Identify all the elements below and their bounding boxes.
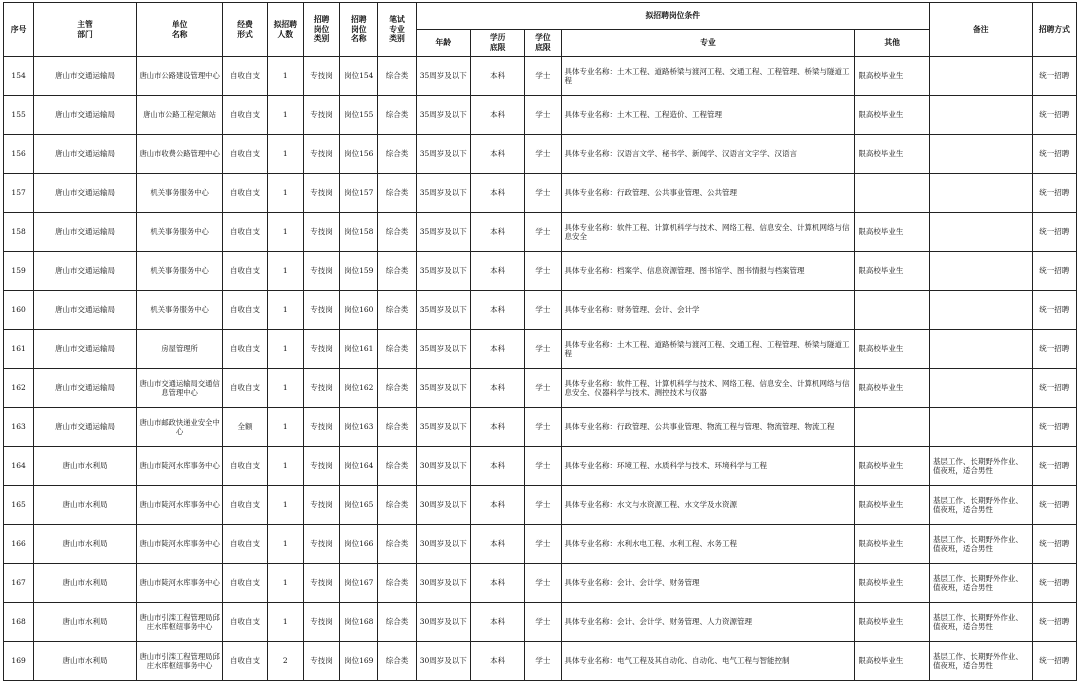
cell-note — [929, 174, 1032, 213]
cell-note — [929, 135, 1032, 174]
cell-method: 统一招聘 — [1032, 252, 1076, 291]
cell-unit: 唐山市陡河水库事务中心 — [136, 486, 223, 525]
cell-other: 限高校毕业生 — [855, 525, 930, 564]
cell-age: 30周岁及以下 — [416, 564, 470, 603]
cell-degree: 学士 — [525, 135, 561, 174]
cell-dept: 唐山市水利局 — [34, 564, 137, 603]
cell-funding: 自收自支 — [223, 330, 267, 369]
cell-major: 具体专业名称：环境工程、水质科学与技术、环境科学与工程 — [561, 447, 855, 486]
cell-degree: 学士 — [525, 96, 561, 135]
cell-method: 统一招聘 — [1032, 57, 1076, 96]
cell-count: 2 — [267, 642, 303, 681]
cell-edu: 本科 — [470, 486, 524, 525]
cell-post: 岗位154 — [340, 57, 378, 96]
cell-other: 限高校毕业生 — [855, 135, 930, 174]
cell-exam: 综合类 — [378, 369, 416, 408]
cell-other: 限高校毕业生 — [855, 252, 930, 291]
cell-exam: 综合类 — [378, 330, 416, 369]
cell-exam: 综合类 — [378, 213, 416, 252]
cell-other: 限高校毕业生 — [855, 57, 930, 96]
cell-dept: 唐山市交通运输局 — [34, 57, 137, 96]
table-row — [4, 213, 1077, 252]
cell-age: 30周岁及以下 — [416, 447, 470, 486]
cell-edu: 本科 — [470, 447, 524, 486]
cell-edu: 本科 — [470, 642, 524, 681]
recruitment-table — [3, 2, 1077, 681]
cell-degree: 学士 — [525, 603, 561, 642]
cell-method: 统一招聘 — [1032, 135, 1076, 174]
header-method: 招聘方式 — [1032, 3, 1076, 57]
cell-post: 岗位157 — [340, 174, 378, 213]
cell-exam: 综合类 — [378, 642, 416, 681]
cell-funding: 自收自支 — [223, 369, 267, 408]
cell-post: 岗位158 — [340, 213, 378, 252]
cell-age: 35周岁及以下 — [416, 135, 470, 174]
cell-method: 统一招聘 — [1032, 174, 1076, 213]
cell-exam: 综合类 — [378, 564, 416, 603]
cell-exam: 综合类 — [378, 57, 416, 96]
cell-major: 具体专业名称：水利水电工程、水利工程、水务工程 — [561, 525, 855, 564]
header-note: 备注 — [929, 3, 1032, 57]
cell-post: 岗位159 — [340, 252, 378, 291]
cell-seq: 157 — [4, 174, 34, 213]
header-dept: 主管 部门 — [34, 3, 137, 57]
cell-category: 专技岗 — [303, 408, 339, 447]
cell-note: 基层工作、长期野外作业、值夜班，适合男性 — [929, 525, 1032, 564]
cell-age: 35周岁及以下 — [416, 252, 470, 291]
cell-method: 统一招聘 — [1032, 369, 1076, 408]
cell-post: 岗位156 — [340, 135, 378, 174]
cell-unit: 唐山市引滦工程管理局邱庄水库枢纽事务中心 — [136, 603, 223, 642]
cell-count: 1 — [267, 291, 303, 330]
cell-post: 岗位155 — [340, 96, 378, 135]
cell-funding: 全额 — [223, 408, 267, 447]
cell-unit: 唐山市邮政快递业安全中心 — [136, 408, 223, 447]
cell-count: 1 — [267, 603, 303, 642]
table-row — [4, 408, 1077, 447]
cell-seq: 169 — [4, 642, 34, 681]
cell-unit: 唐山市陡河水库事务中心 — [136, 447, 223, 486]
cell-post: 岗位163 — [340, 408, 378, 447]
table-row — [4, 642, 1077, 681]
cell-note — [929, 369, 1032, 408]
cell-seq: 165 — [4, 486, 34, 525]
cell-dept: 唐山市水利局 — [34, 525, 137, 564]
cell-age: 35周岁及以下 — [416, 174, 470, 213]
cell-method: 统一招聘 — [1032, 642, 1076, 681]
cell-dept: 唐山市水利局 — [34, 447, 137, 486]
cell-method: 统一招聘 — [1032, 525, 1076, 564]
cell-edu: 本科 — [470, 603, 524, 642]
cell-degree: 学士 — [525, 486, 561, 525]
cell-exam: 综合类 — [378, 135, 416, 174]
cell-unit: 唐山市交通运输局交通信息管理中心 — [136, 369, 223, 408]
header-funding: 经费 形式 — [223, 3, 267, 57]
cell-seq: 164 — [4, 447, 34, 486]
cell-count: 1 — [267, 330, 303, 369]
cell-major: 具体专业名称：档案学、信息资源管理、图书馆学、图书情报与档案管理 — [561, 252, 855, 291]
table-row — [4, 135, 1077, 174]
cell-category: 专技岗 — [303, 291, 339, 330]
cell-category: 专技岗 — [303, 213, 339, 252]
cell-other — [855, 291, 930, 330]
cell-count: 1 — [267, 135, 303, 174]
cell-major: 具体专业名称：会计、会计学、财务管理、人力资源管理 — [561, 603, 855, 642]
cell-method: 统一招聘 — [1032, 291, 1076, 330]
header-degree: 学位 底限 — [525, 30, 561, 57]
cell-dept: 唐山市交通运输局 — [34, 252, 137, 291]
cell-exam: 综合类 — [378, 252, 416, 291]
table-row — [4, 252, 1077, 291]
cell-exam: 综合类 — [378, 174, 416, 213]
cell-age: 30周岁及以下 — [416, 603, 470, 642]
cell-other: 限高校毕业生 — [855, 486, 930, 525]
cell-degree: 学士 — [525, 213, 561, 252]
cell-degree: 学士 — [525, 369, 561, 408]
cell-dept: 唐山市交通运输局 — [34, 135, 137, 174]
cell-edu: 本科 — [470, 369, 524, 408]
cell-method: 统一招聘 — [1032, 408, 1076, 447]
cell-degree: 学士 — [525, 525, 561, 564]
cell-category: 专技岗 — [303, 525, 339, 564]
cell-funding: 自收自支 — [223, 96, 267, 135]
cell-major: 具体专业名称：会计、会计学、财务管理 — [561, 564, 855, 603]
cell-seq: 162 — [4, 369, 34, 408]
cell-category: 专技岗 — [303, 252, 339, 291]
cell-funding: 自收自支 — [223, 213, 267, 252]
table-row — [4, 291, 1077, 330]
cell-other — [855, 408, 930, 447]
table-row — [4, 486, 1077, 525]
header-exam-type: 笔试 专业 类别 — [378, 3, 416, 57]
table-row — [4, 369, 1077, 408]
cell-other: 限高校毕业生 — [855, 564, 930, 603]
cell-note: 基层工作、长期野外作业、值夜班，适合男性 — [929, 642, 1032, 681]
cell-count: 1 — [267, 57, 303, 96]
cell-edu: 本科 — [470, 525, 524, 564]
cell-edu: 本科 — [470, 135, 524, 174]
cell-dept: 唐山市水利局 — [34, 642, 137, 681]
cell-age: 35周岁及以下 — [416, 57, 470, 96]
cell-category: 专技岗 — [303, 564, 339, 603]
table-row — [4, 57, 1077, 96]
cell-exam: 综合类 — [378, 291, 416, 330]
cell-note — [929, 213, 1032, 252]
cell-degree: 学士 — [525, 330, 561, 369]
cell-note: 基层工作、长期野外作业、值夜班，适合男性 — [929, 486, 1032, 525]
cell-degree: 学士 — [525, 564, 561, 603]
cell-unit: 唐山市引滦工程管理局邱庄水库枢纽事务中心 — [136, 642, 223, 681]
cell-count: 1 — [267, 408, 303, 447]
cell-unit: 唐山市收费公路管理中心 — [136, 135, 223, 174]
cell-seq: 156 — [4, 135, 34, 174]
cell-other: 限高校毕业生 — [855, 603, 930, 642]
cell-method: 统一招聘 — [1032, 603, 1076, 642]
cell-unit: 唐山市公路工程定额站 — [136, 96, 223, 135]
cell-dept: 唐山市水利局 — [34, 603, 137, 642]
cell-major: 具体专业名称：行政管理、公共事业管理、物流工程与管理、物流管理、物流工程 — [561, 408, 855, 447]
cell-count: 1 — [267, 486, 303, 525]
cell-major: 具体专业名称：软件工程、计算机科学与技术、网络工程、信息安全、计算机网络与信息安全、仪器科学与技术、测控技术与仪器 — [561, 369, 855, 408]
cell-count: 1 — [267, 564, 303, 603]
cell-age: 35周岁及以下 — [416, 330, 470, 369]
cell-note — [929, 330, 1032, 369]
cell-note — [929, 408, 1032, 447]
cell-post: 岗位168 — [340, 603, 378, 642]
cell-unit: 唐山市公路建设管理中心 — [136, 57, 223, 96]
table-row — [4, 447, 1077, 486]
cell-other: 限高校毕业生 — [855, 96, 930, 135]
cell-unit: 机关事务服务中心 — [136, 291, 223, 330]
cell-edu: 本科 — [470, 291, 524, 330]
cell-seq: 167 — [4, 564, 34, 603]
cell-seq: 163 — [4, 408, 34, 447]
cell-degree: 学士 — [525, 291, 561, 330]
cell-category: 专技岗 — [303, 603, 339, 642]
cell-funding: 自收自支 — [223, 642, 267, 681]
cell-dept: 唐山市交通运输局 — [34, 330, 137, 369]
table-row — [4, 96, 1077, 135]
cell-category: 专技岗 — [303, 642, 339, 681]
cell-post: 岗位160 — [340, 291, 378, 330]
header-unit: 单位 名称 — [136, 3, 223, 57]
header-count: 拟招聘 人数 — [267, 3, 303, 57]
cell-degree: 学士 — [525, 57, 561, 96]
table-row — [4, 603, 1077, 642]
cell-category: 专技岗 — [303, 57, 339, 96]
cell-seq: 160 — [4, 291, 34, 330]
cell-count: 1 — [267, 252, 303, 291]
cell-post: 岗位169 — [340, 642, 378, 681]
cell-dept: 唐山市交通运输局 — [34, 96, 137, 135]
cell-degree: 学士 — [525, 174, 561, 213]
cell-unit: 唐山市陡河水库事务中心 — [136, 564, 223, 603]
cell-edu: 本科 — [470, 564, 524, 603]
cell-count: 1 — [267, 369, 303, 408]
cell-major: 具体专业名称：电气工程及其自动化、自动化、电气工程与智能控制 — [561, 642, 855, 681]
recruitment-table-page — [3, 2, 1077, 685]
cell-category: 专技岗 — [303, 330, 339, 369]
cell-seq: 154 — [4, 57, 34, 96]
cell-dept: 唐山市交通运输局 — [34, 408, 137, 447]
cell-funding: 自收自支 — [223, 564, 267, 603]
cell-dept: 唐山市交通运输局 — [34, 213, 137, 252]
cell-major: 具体专业名称：软件工程、计算机科学与技术、网络工程、信息安全、计算机网络与信息安全 — [561, 213, 855, 252]
cell-other — [855, 174, 930, 213]
cell-unit: 唐山市陡河水库事务中心 — [136, 525, 223, 564]
cell-dept: 唐山市交通运输局 — [34, 291, 137, 330]
cell-count: 1 — [267, 213, 303, 252]
cell-funding: 自收自支 — [223, 291, 267, 330]
cell-degree: 学士 — [525, 408, 561, 447]
cell-seq: 161 — [4, 330, 34, 369]
cell-note: 基层工作、长期野外作业、值夜班，适合男性 — [929, 564, 1032, 603]
cell-count: 1 — [267, 447, 303, 486]
cell-major: 具体专业名称：财务管理、会计、会计学 — [561, 291, 855, 330]
cell-major: 具体专业名称：土木工程、工程造价、工程管理 — [561, 96, 855, 135]
cell-seq: 158 — [4, 213, 34, 252]
header-major: 专业 — [561, 30, 855, 57]
cell-post: 岗位166 — [340, 525, 378, 564]
cell-count: 1 — [267, 96, 303, 135]
cell-exam: 综合类 — [378, 525, 416, 564]
cell-major: 具体专业名称：土木工程、道路桥梁与渡河工程、交通工程、工程管理、桥梁与隧道工程 — [561, 57, 855, 96]
cell-major: 具体专业名称：汉语言文学、秘书学、新闻学、汉语言文字学、汉语言 — [561, 135, 855, 174]
cell-dept: 唐山市水利局 — [34, 486, 137, 525]
cell-unit: 房屋管理所 — [136, 330, 223, 369]
cell-count: 1 — [267, 174, 303, 213]
cell-funding: 自收自支 — [223, 135, 267, 174]
cell-exam: 综合类 — [378, 603, 416, 642]
cell-post: 岗位165 — [340, 486, 378, 525]
header-age: 年龄 — [416, 30, 470, 57]
cell-exam: 综合类 — [378, 486, 416, 525]
cell-edu: 本科 — [470, 330, 524, 369]
cell-unit: 机关事务服务中心 — [136, 174, 223, 213]
cell-edu: 本科 — [470, 408, 524, 447]
cell-category: 专技岗 — [303, 447, 339, 486]
table-body — [4, 57, 1077, 681]
cell-method: 统一招聘 — [1032, 330, 1076, 369]
cell-method: 统一招聘 — [1032, 447, 1076, 486]
cell-funding: 自收自支 — [223, 174, 267, 213]
cell-degree: 学士 — [525, 642, 561, 681]
cell-category: 专技岗 — [303, 96, 339, 135]
cell-method: 统一招聘 — [1032, 564, 1076, 603]
cell-post: 岗位161 — [340, 330, 378, 369]
cell-other: 限高校毕业生 — [855, 447, 930, 486]
table-row — [4, 330, 1077, 369]
header-conditions: 拟招聘岗位条件 — [416, 3, 929, 30]
cell-method: 统一招聘 — [1032, 96, 1076, 135]
cell-category: 专技岗 — [303, 369, 339, 408]
cell-major: 具体专业名称：水文与水资源工程、水文学及水资源 — [561, 486, 855, 525]
cell-seq: 159 — [4, 252, 34, 291]
cell-funding: 自收自支 — [223, 252, 267, 291]
table-row — [4, 174, 1077, 213]
cell-category: 专技岗 — [303, 135, 339, 174]
cell-exam: 综合类 — [378, 408, 416, 447]
cell-age: 35周岁及以下 — [416, 369, 470, 408]
cell-note — [929, 57, 1032, 96]
cell-post: 岗位162 — [340, 369, 378, 408]
cell-edu: 本科 — [470, 57, 524, 96]
cell-age: 35周岁及以下 — [416, 96, 470, 135]
cell-other: 限高校毕业生 — [855, 330, 930, 369]
cell-edu: 本科 — [470, 96, 524, 135]
table-row — [4, 525, 1077, 564]
cell-note: 基层工作、长期野外作业、值夜班，适合男性 — [929, 603, 1032, 642]
table-header — [4, 3, 1077, 57]
cell-edu: 本科 — [470, 213, 524, 252]
header-other: 其他 — [855, 30, 930, 57]
cell-method: 统一招聘 — [1032, 486, 1076, 525]
cell-funding: 自收自支 — [223, 447, 267, 486]
cell-exam: 综合类 — [378, 96, 416, 135]
header-post-name: 招聘 岗位 名称 — [340, 3, 378, 57]
cell-unit: 机关事务服务中心 — [136, 213, 223, 252]
cell-major: 具体专业名称：行政管理、公共事业管理、公共管理 — [561, 174, 855, 213]
cell-funding: 自收自支 — [223, 603, 267, 642]
cell-funding: 自收自支 — [223, 57, 267, 96]
cell-exam: 综合类 — [378, 447, 416, 486]
cell-major: 具体专业名称：土木工程、道路桥梁与渡河工程、交通工程、工程管理、桥梁与隧道工程 — [561, 330, 855, 369]
cell-age: 30周岁及以下 — [416, 525, 470, 564]
cell-age: 30周岁及以下 — [416, 642, 470, 681]
cell-count: 1 — [267, 525, 303, 564]
cell-funding: 自收自支 — [223, 486, 267, 525]
table-row — [4, 564, 1077, 603]
cell-edu: 本科 — [470, 252, 524, 291]
cell-method: 统一招聘 — [1032, 213, 1076, 252]
cell-other: 限高校毕业生 — [855, 642, 930, 681]
cell-degree: 学士 — [525, 447, 561, 486]
cell-degree: 学士 — [525, 252, 561, 291]
cell-seq: 166 — [4, 525, 34, 564]
cell-age: 35周岁及以下 — [416, 291, 470, 330]
cell-age: 35周岁及以下 — [416, 408, 470, 447]
header-category: 招聘 岗位 类别 — [303, 3, 339, 57]
cell-seq: 168 — [4, 603, 34, 642]
header-seq: 序号 — [4, 3, 34, 57]
cell-other: 限高校毕业生 — [855, 369, 930, 408]
cell-age: 35周岁及以下 — [416, 213, 470, 252]
cell-post: 岗位167 — [340, 564, 378, 603]
cell-dept: 唐山市交通运输局 — [34, 174, 137, 213]
cell-unit: 机关事务服务中心 — [136, 252, 223, 291]
cell-age: 30周岁及以下 — [416, 486, 470, 525]
cell-note — [929, 252, 1032, 291]
cell-note — [929, 96, 1032, 135]
cell-funding: 自收自支 — [223, 525, 267, 564]
cell-category: 专技岗 — [303, 486, 339, 525]
header-edu: 学历 底限 — [470, 30, 524, 57]
cell-post: 岗位164 — [340, 447, 378, 486]
cell-other: 限高校毕业生 — [855, 213, 930, 252]
cell-note: 基层工作、长期野外作业、值夜班，适合男性 — [929, 447, 1032, 486]
cell-category: 专技岗 — [303, 174, 339, 213]
cell-dept: 唐山市交通运输局 — [34, 369, 137, 408]
cell-note — [929, 291, 1032, 330]
cell-seq: 155 — [4, 96, 34, 135]
cell-edu: 本科 — [470, 174, 524, 213]
